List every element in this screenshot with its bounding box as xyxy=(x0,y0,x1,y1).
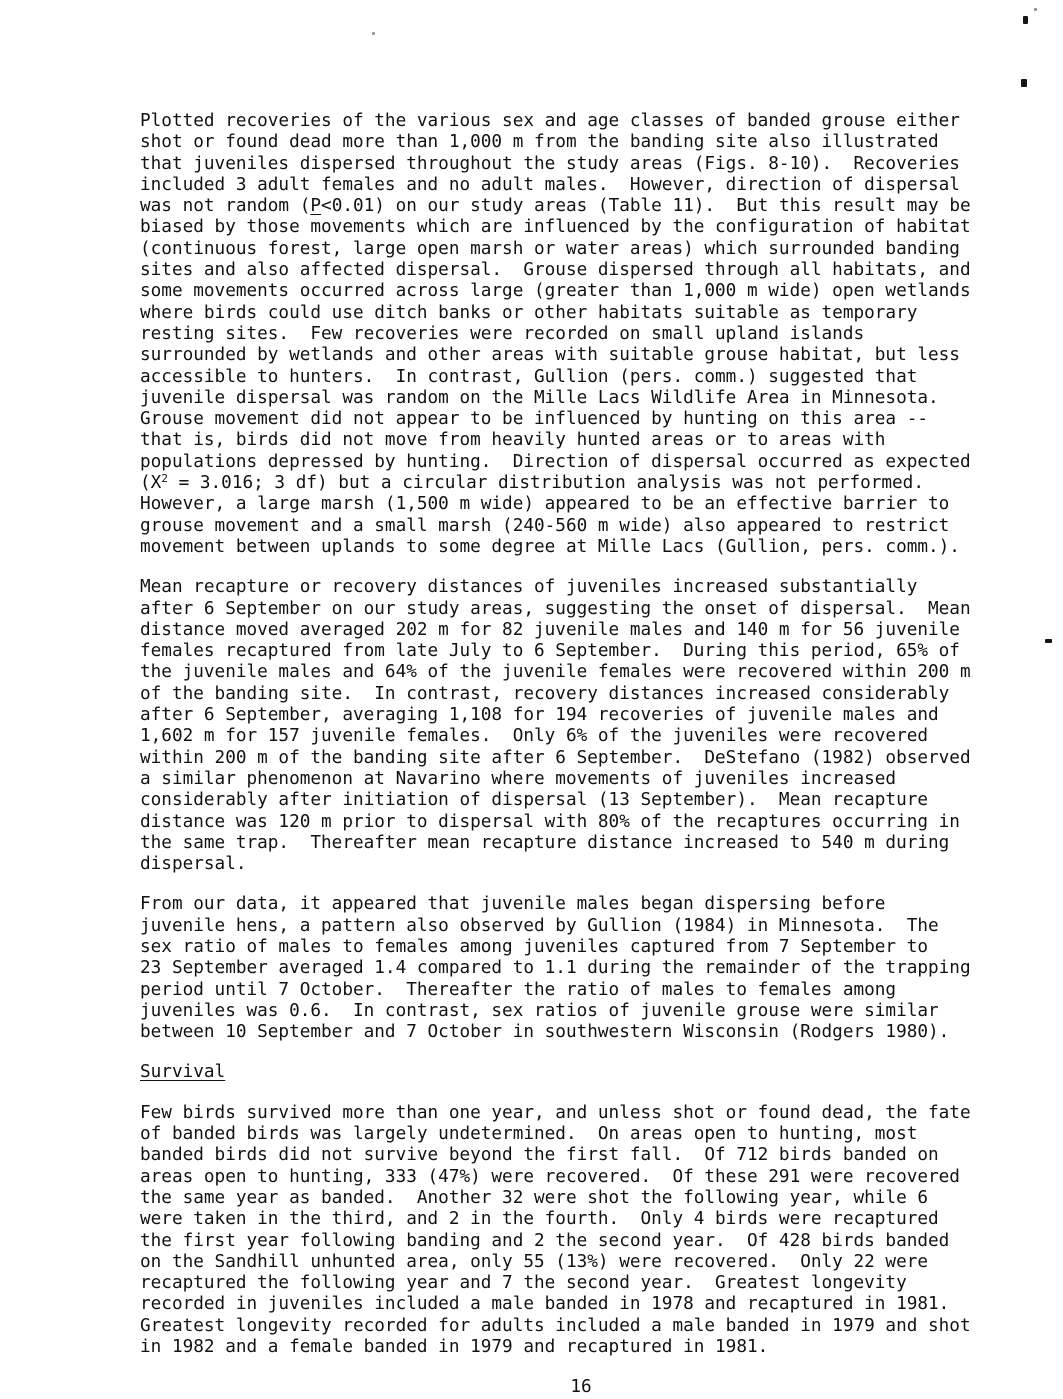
text-line: dispersal. xyxy=(140,854,247,875)
scan-speck xyxy=(1023,16,1028,24)
text-line: the juvenile males and 64% of the juvenile females were recovered within 200 m xyxy=(140,662,971,683)
paragraph xyxy=(140,577,1040,875)
text-line: females recaptured from late July to 6 September. During this period, 65% of xyxy=(140,641,960,662)
text-line: shot or found dead more than 1,000 m from the banding site also illustrated xyxy=(140,132,939,153)
text-line: after 6 September, averaging 1,108 for 194 recoveries of juvenile males and xyxy=(140,705,939,726)
text-line: Few birds survived more than one year, and unless shot or found dead, the fate xyxy=(140,1102,971,1123)
text-line: some movements occurred across large (greater than 1,000 m wide) open wetlands xyxy=(140,281,971,302)
text-line: that is, birds did not move from heavily hunted areas or to areas with xyxy=(140,430,886,451)
text-line: a similar phenomenon at Navarino where movements of juveniles increased xyxy=(140,768,897,789)
scan-speck xyxy=(1045,639,1052,643)
section-heading: Survival xyxy=(140,1062,226,1083)
text-line: ($X^2 = 3.016$; 3 df) but a circular distribution analysis was not performed. xyxy=(140,472,924,494)
text-line: in 1982 and a female banded in 1979 and recaptured in 1981. xyxy=(140,1337,769,1358)
text-line: within 200 m of the banding site after 6 September. DeStefano (1982) observed xyxy=(140,747,971,768)
text-line: Greatest longevity recorded for adults included a male banded in 1979 and shot xyxy=(140,1315,971,1336)
text-line: on the Sandhill unhunted area, only 55 (13%) were recovered. Only 22 were xyxy=(140,1251,929,1272)
text-line: considerably after initiation of dispersal (13 September). Mean recapture xyxy=(140,790,929,811)
scan-speck xyxy=(1034,8,1037,11)
text-line: accessible to hunters. In contrast, Gullion (pers. comm.) suggested that xyxy=(140,366,918,387)
text-line: recorded in juveniles included a male banded in 1978 and recaptured in 1981. xyxy=(140,1294,950,1315)
text-line: of the banding site. In contrast, recovery distances increased considerably xyxy=(140,683,950,704)
text-line: the same year as banded. Another 32 were shot the following year, while 6 xyxy=(140,1187,929,1208)
scan-speck xyxy=(1021,79,1027,87)
text-line: were taken in the third, and 2 in the fourth. Only 4 birds were recaptured xyxy=(140,1209,939,1230)
text-line: juveniles was 0.6. In contrast, sex ratios of juvenile grouse were similar xyxy=(140,1000,939,1021)
text-line: Plotted recoveries of the various sex and age classes of banded grouse either xyxy=(140,111,960,131)
text-line: the same trap. Thereafter mean recapture distance increased to 540 m during xyxy=(140,832,950,853)
text-line: surrounded by wetlands and other areas with suitable grouse habitat, but less xyxy=(140,345,960,366)
text-line: sites and also affected dispersal. Grouse dispersed through all habitats, and xyxy=(140,260,971,281)
text-line: distance moved averaged 202 m for 82 juvenile males and 140 m for 56 juvenile xyxy=(140,619,960,640)
text-line: areas open to hunting, 333 (47%) were recovered. Of these 291 were recovered xyxy=(140,1166,960,1187)
paragraph xyxy=(140,111,1040,558)
text-line: juvenile hens, a pattern also observed by Gullion (1984) in Minnesota. The xyxy=(140,915,939,936)
text-line: From our data, it appeared that juvenile males began dispersing before xyxy=(140,894,886,915)
text-line: was not random (P<0.01) on our study areas (Table 11). But this result may be xyxy=(140,196,971,217)
text-line: after 6 September on our study areas, suggesting the onset of dispersal. Mean xyxy=(140,598,971,619)
text-line: 1,602 m for 157 juvenile females. Only 6% of the juveniles were recovered xyxy=(140,726,929,747)
paragraph xyxy=(140,894,1040,1043)
text-line: distance was 120 m prior to dispersal with 80% of the recaptures occurring in xyxy=(140,811,960,832)
text-line: 23 September averaged 1.4 compared to 1.1 during the remainder of the trapping xyxy=(140,958,971,979)
text-line: that juveniles dispersed throughout the study areas (Figs. 8-10). Recoveries xyxy=(140,153,960,174)
scan-speck xyxy=(372,32,375,35)
text-line: sex ratio of males to females among juveniles captured from 7 September to xyxy=(140,936,929,957)
text-line: grouse movement and a small marsh (240-560 m wide) also appeared to restrict xyxy=(140,515,950,536)
text-line: Grouse movement did not appear to be influenced by hunting on this area -- xyxy=(140,409,929,430)
text-line: biased by those movements which are influenced by the configuration of habitat xyxy=(140,217,971,238)
text-line: recaptured the following year and 7 the second year. Greatest longevity xyxy=(140,1273,907,1294)
text-line: resting sites. Few recoveries were recorded on small upland islands xyxy=(140,323,865,344)
paragraph xyxy=(140,1103,1040,1359)
text-line: banded birds did not survive beyond the first fall. Of 712 birds banded on xyxy=(140,1145,939,1166)
text-line: juvenile dispersal was random on the Mille Lacs Wildlife Area in Minnesota. xyxy=(140,387,939,408)
page-number: 16 xyxy=(570,1377,592,1398)
text-line: where birds could use ditch banks or other habitats suitable as temporary xyxy=(140,302,918,323)
document-body xyxy=(140,111,1040,1358)
text-line: between 10 September and 7 October in southwestern Wisconsin (Rodgers 1980). xyxy=(140,1022,950,1043)
text-line: (continuous forest, large open marsh or water areas) which surrounded banding xyxy=(140,238,960,259)
text-line: of banded birds was largely undetermined. On areas open to hunting, most xyxy=(140,1124,918,1145)
text-line: populations depressed by hunting. Direction of dispersal occurred as expected xyxy=(140,451,971,472)
document-text-block xyxy=(140,111,1040,1399)
text-line: the first year following banding and 2 the second year. Of 428 birds banded xyxy=(140,1230,950,1251)
text-line: included 3 adult females and no adult males. However, direction of dispersal xyxy=(140,174,960,195)
text-line: movement between uplands to some degree at Mille Lacs (Gullion, pers. comm.). xyxy=(140,536,960,557)
text-line: However, a large marsh (1,500 m wide) appeared to be an effective barrier to xyxy=(140,494,950,515)
text-line: period until 7 October. Thereafter the ratio of males to females among xyxy=(140,979,897,1000)
text-line: Mean recapture or recovery distances of juveniles increased substantially xyxy=(140,577,918,598)
